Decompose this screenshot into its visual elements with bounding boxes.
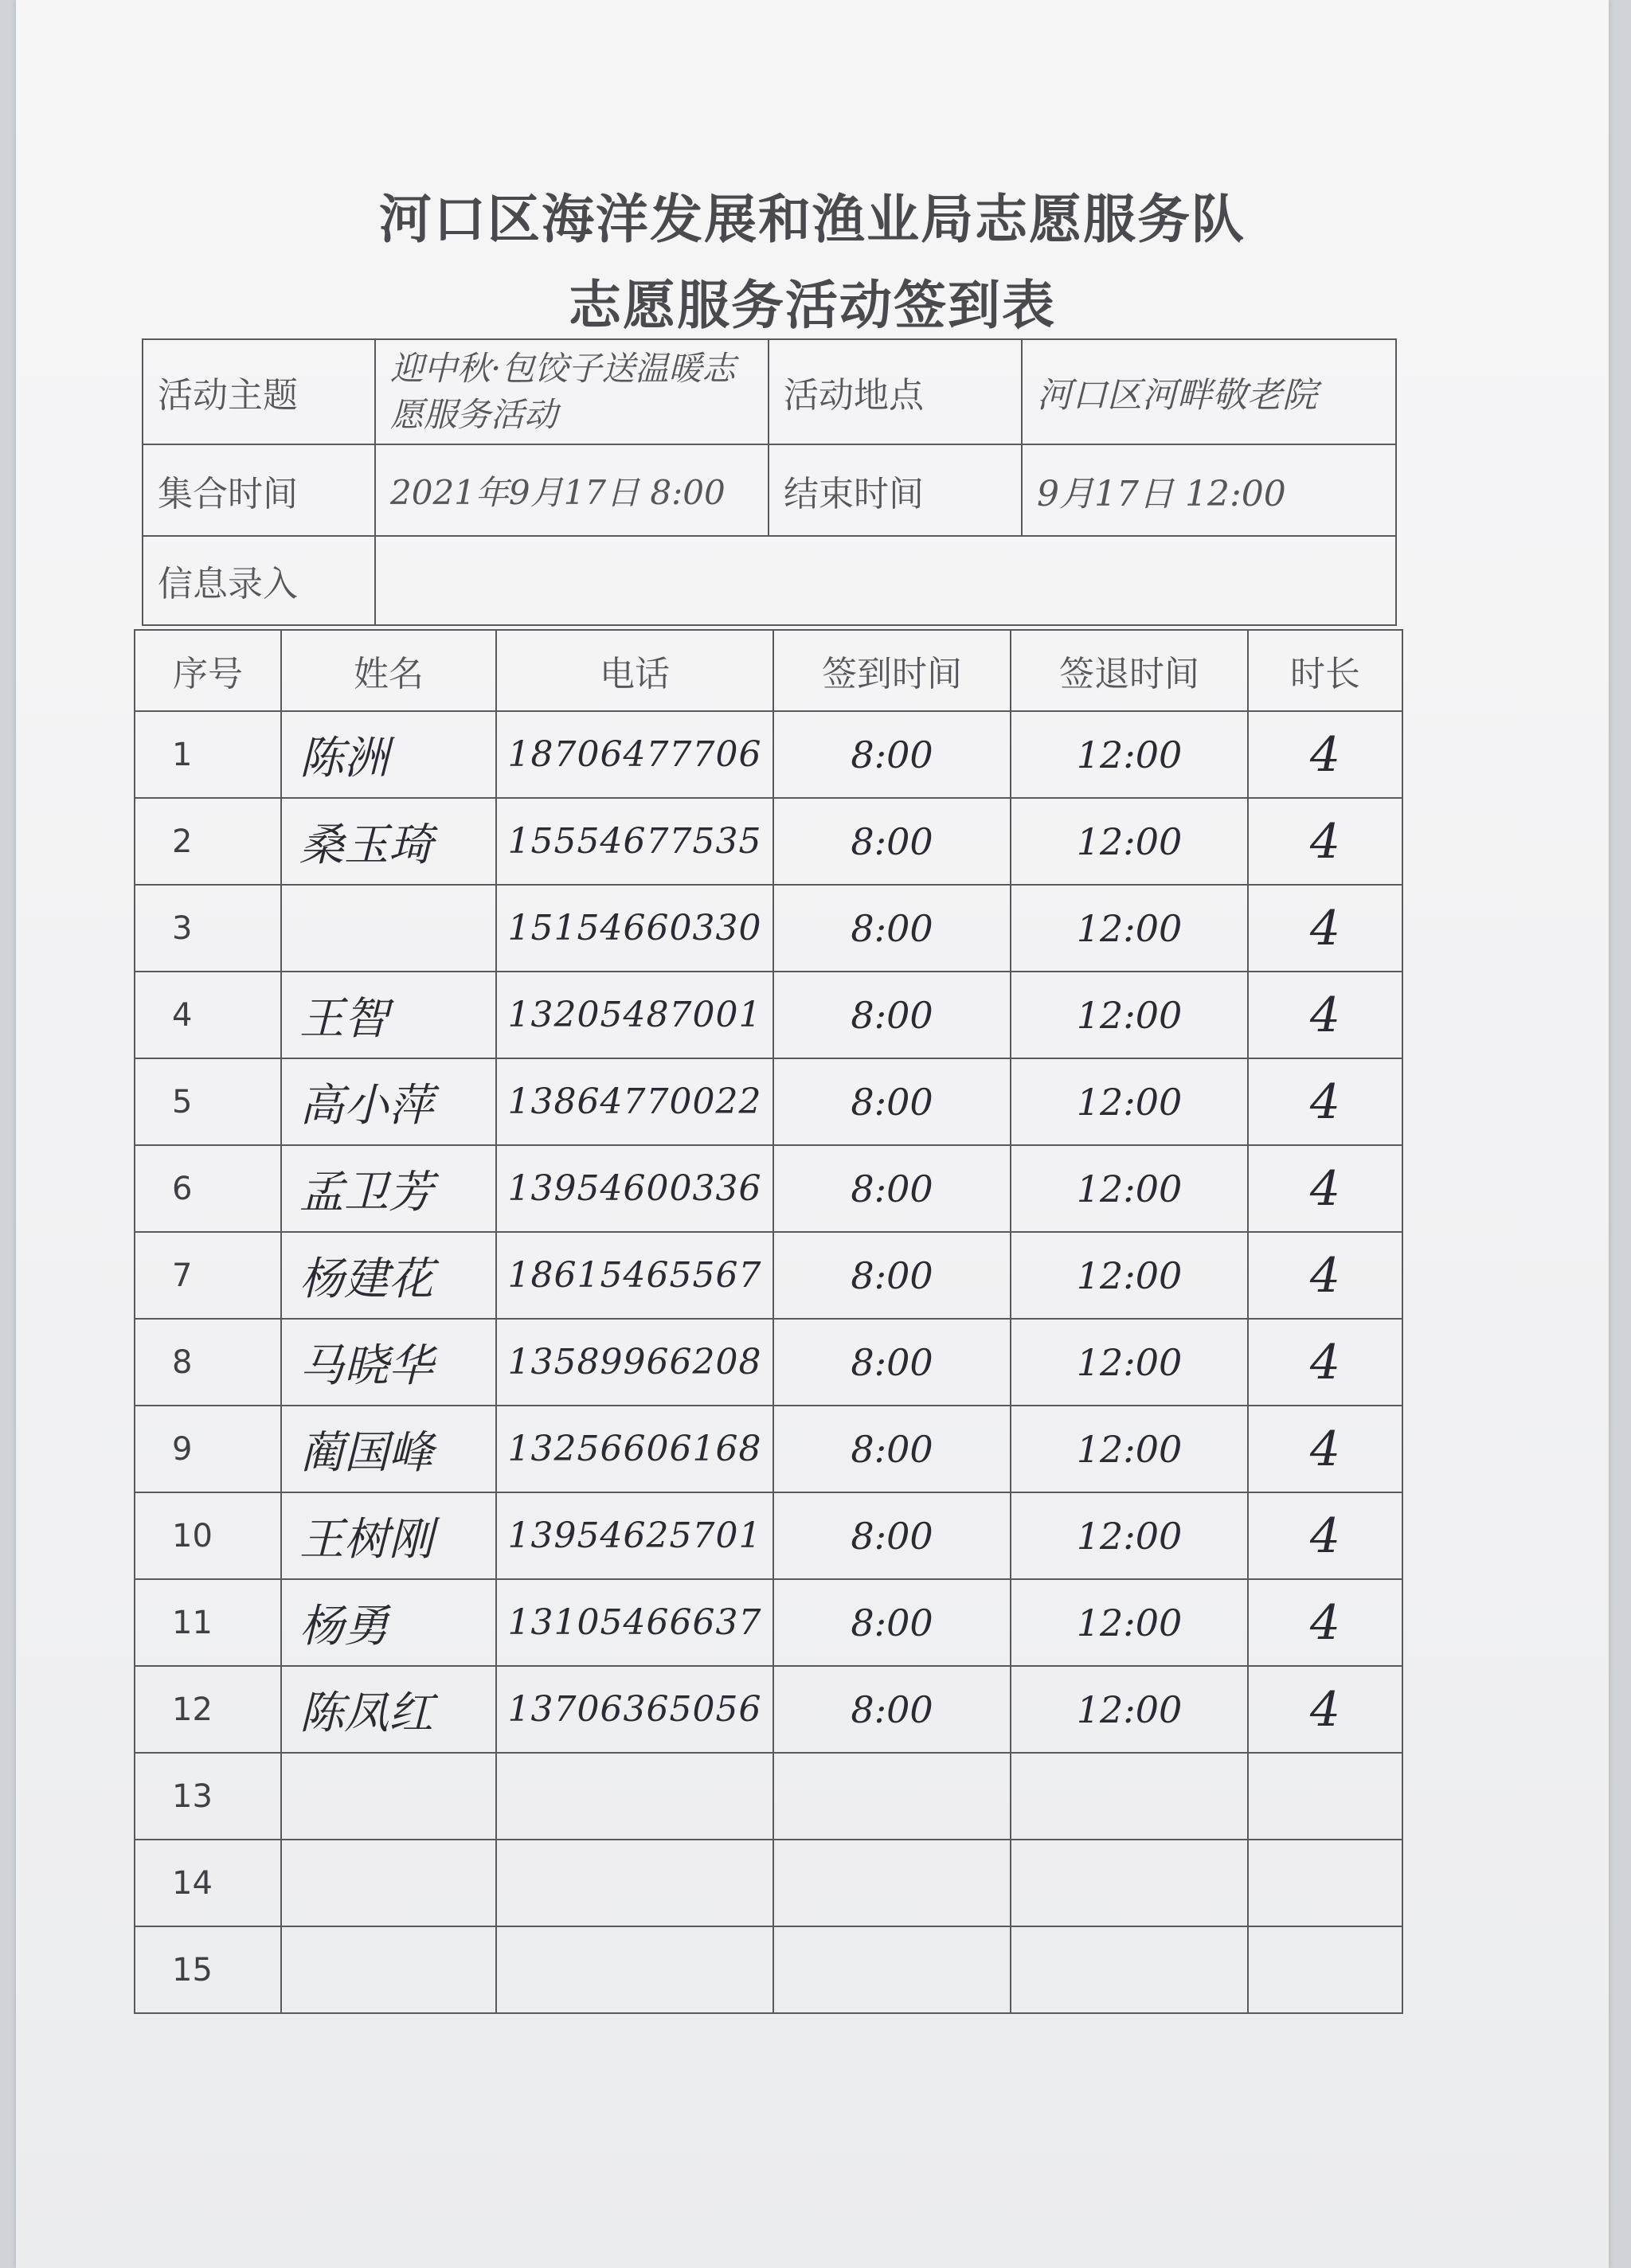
- form-title: 河口区海洋发展和渔业局志愿服务队: [379, 188, 1246, 250]
- volunteer-phone: 13589966208: [496, 1319, 773, 1406]
- row-number: 1: [135, 711, 281, 798]
- checkout-time: [1011, 1753, 1248, 1840]
- theme-row: [143, 339, 1396, 444]
- row-number: 11: [135, 1579, 281, 1666]
- volunteer-phone: 13954600336: [496, 1145, 773, 1232]
- info-entry-label: 信息录入: [143, 536, 375, 625]
- row-number: 3: [135, 885, 281, 972]
- duration: [1248, 1926, 1402, 2013]
- volunteer-phone: 13954625701: [496, 1492, 773, 1579]
- checkout-time: [1011, 1926, 1248, 2013]
- theme-value: 迎中秋·包饺子送温暖志愿服务活动: [375, 339, 769, 444]
- row-number: 10: [135, 1492, 281, 1579]
- volunteer-name: 陈凤红: [281, 1666, 496, 1753]
- form-subtitle: 志愿服务活动签到表: [569, 274, 1056, 336]
- checkout-time: [1011, 1840, 1248, 1926]
- duration: 4: [1248, 1492, 1402, 1579]
- volunteer-name: 桑玉琦: [281, 798, 496, 885]
- volunteer-name: [281, 885, 496, 972]
- row-number: 12: [135, 1666, 281, 1753]
- col-header-checkout: 签退时间: [1011, 630, 1248, 711]
- duration: 4: [1248, 1232, 1402, 1319]
- checkin-time: 8:00: [773, 798, 1011, 885]
- info-row: [143, 536, 1396, 625]
- table-row: [135, 1579, 1402, 1666]
- checkin-time: [773, 1753, 1011, 1840]
- end-time-value: 9月17日 12:00: [1022, 444, 1396, 536]
- volunteer-phone: [496, 1840, 773, 1926]
- signin-table: [134, 629, 1403, 2014]
- checkout-time: 12:00: [1011, 1232, 1248, 1319]
- volunteer-phone: 18706477706: [496, 711, 773, 798]
- table-row: [135, 1926, 1402, 2013]
- checkout-time: 12:00: [1011, 711, 1248, 798]
- start-time-label: 集合时间: [143, 444, 375, 536]
- col-header-checkin: 签到时间: [773, 630, 1011, 711]
- duration: 4: [1248, 1579, 1402, 1666]
- volunteer-phone: 15554677535: [496, 798, 773, 885]
- volunteer-name: 陈洲: [281, 711, 496, 798]
- duration: 4: [1248, 1666, 1402, 1753]
- volunteer-phone: 15154660330: [496, 885, 773, 972]
- checkout-time: 12:00: [1011, 885, 1248, 972]
- table-header-row: [135, 630, 1402, 711]
- end-time-label: 结束时间: [769, 444, 1022, 536]
- checkin-time: 8:00: [773, 1145, 1011, 1232]
- col-header-duration: 时长: [1248, 630, 1402, 711]
- table-row: [135, 1058, 1402, 1145]
- checkin-time: 8:00: [773, 1058, 1011, 1145]
- start-time-value: 2021年9月17日 8:00: [375, 444, 769, 536]
- checkout-time: 12:00: [1011, 1492, 1248, 1579]
- table-row: [135, 1753, 1402, 1840]
- checkin-time: [773, 1840, 1011, 1926]
- volunteer-name: 杨勇: [281, 1579, 496, 1666]
- activity-info-table: [142, 338, 1397, 626]
- col-header-phone: 电话: [496, 630, 773, 711]
- checkin-time: 8:00: [773, 1492, 1011, 1579]
- volunteer-phone: 18615465567: [496, 1232, 773, 1319]
- checkin-time: 8:00: [773, 1319, 1011, 1406]
- checkout-time: 12:00: [1011, 1058, 1248, 1145]
- volunteer-phone: [496, 1753, 773, 1840]
- volunteer-name: 蔺国峰: [281, 1406, 496, 1492]
- row-number: 9: [135, 1406, 281, 1492]
- volunteer-name: [281, 1753, 496, 1840]
- row-number: 8: [135, 1319, 281, 1406]
- row-number: 4: [135, 972, 281, 1058]
- checkout-time: 12:00: [1011, 1579, 1248, 1666]
- table-row: [135, 711, 1402, 798]
- row-number: 15: [135, 1926, 281, 2013]
- duration: 4: [1248, 798, 1402, 885]
- duration: [1248, 1753, 1402, 1840]
- time-row: [143, 444, 1396, 536]
- checkout-time: 12:00: [1011, 1406, 1248, 1492]
- checkin-time: [773, 1926, 1011, 2013]
- col-header-name: 姓名: [281, 630, 496, 711]
- table-row: [135, 1840, 1402, 1926]
- table-row: [135, 1232, 1402, 1319]
- volunteer-name: 杨建花: [281, 1232, 496, 1319]
- volunteer-name: [281, 1840, 496, 1926]
- location-label: 活动地点: [769, 339, 1022, 444]
- row-number: 14: [135, 1840, 281, 1926]
- duration: 4: [1248, 711, 1402, 798]
- checkin-time: 8:00: [773, 885, 1011, 972]
- table-row: [135, 1492, 1402, 1579]
- volunteer-phone: 13105466637: [496, 1579, 773, 1666]
- volunteer-name: [281, 1926, 496, 2013]
- checkin-time: 8:00: [773, 972, 1011, 1058]
- table-row: [135, 1406, 1402, 1492]
- duration: 4: [1248, 1319, 1402, 1406]
- volunteer-name: 王智: [281, 972, 496, 1058]
- table-row: [135, 885, 1402, 972]
- duration: [1248, 1840, 1402, 1926]
- volunteer-name: 王树刚: [281, 1492, 496, 1579]
- table-row: [135, 1666, 1402, 1753]
- table-row: [135, 972, 1402, 1058]
- row-number: 2: [135, 798, 281, 885]
- volunteer-phone: 13864770022: [496, 1058, 773, 1145]
- checkout-time: 12:00: [1011, 1666, 1248, 1753]
- location-value: 河口区河畔敬老院: [1022, 339, 1396, 444]
- volunteer-phone: 13205487001: [496, 972, 773, 1058]
- row-number: 7: [135, 1232, 281, 1319]
- checkout-time: 12:00: [1011, 1319, 1248, 1406]
- checkin-time: 8:00: [773, 1579, 1011, 1666]
- info-entry-value: [375, 536, 1396, 625]
- volunteer-name: 孟卫芳: [281, 1145, 496, 1232]
- checkin-time: 8:00: [773, 1232, 1011, 1319]
- duration: 4: [1248, 1145, 1402, 1232]
- col-header-no: 序号: [135, 630, 281, 711]
- checkout-time: 12:00: [1011, 798, 1248, 885]
- volunteer-phone: 13256606168: [496, 1406, 773, 1492]
- volunteer-phone: 13706365056: [496, 1666, 773, 1753]
- row-number: 6: [135, 1145, 281, 1232]
- row-number: 5: [135, 1058, 281, 1145]
- volunteer-name: 高小萍: [281, 1058, 496, 1145]
- volunteer-phone: [496, 1926, 773, 2013]
- duration: 4: [1248, 1058, 1402, 1145]
- checkin-time: 8:00: [773, 711, 1011, 798]
- volunteer-name: 马晓华: [281, 1319, 496, 1406]
- checkin-time: 8:00: [773, 1666, 1011, 1753]
- duration: 4: [1248, 1406, 1402, 1492]
- checkout-time: 12:00: [1011, 1145, 1248, 1232]
- table-row: [135, 1145, 1402, 1232]
- duration: 4: [1248, 972, 1402, 1058]
- checkin-time: 8:00: [773, 1406, 1011, 1492]
- duration: 4: [1248, 885, 1402, 972]
- theme-label: 活动主题: [143, 339, 375, 444]
- checkout-time: 12:00: [1011, 972, 1248, 1058]
- table-row: [135, 1319, 1402, 1406]
- table-row: [135, 798, 1402, 885]
- row-number: 13: [135, 1753, 281, 1840]
